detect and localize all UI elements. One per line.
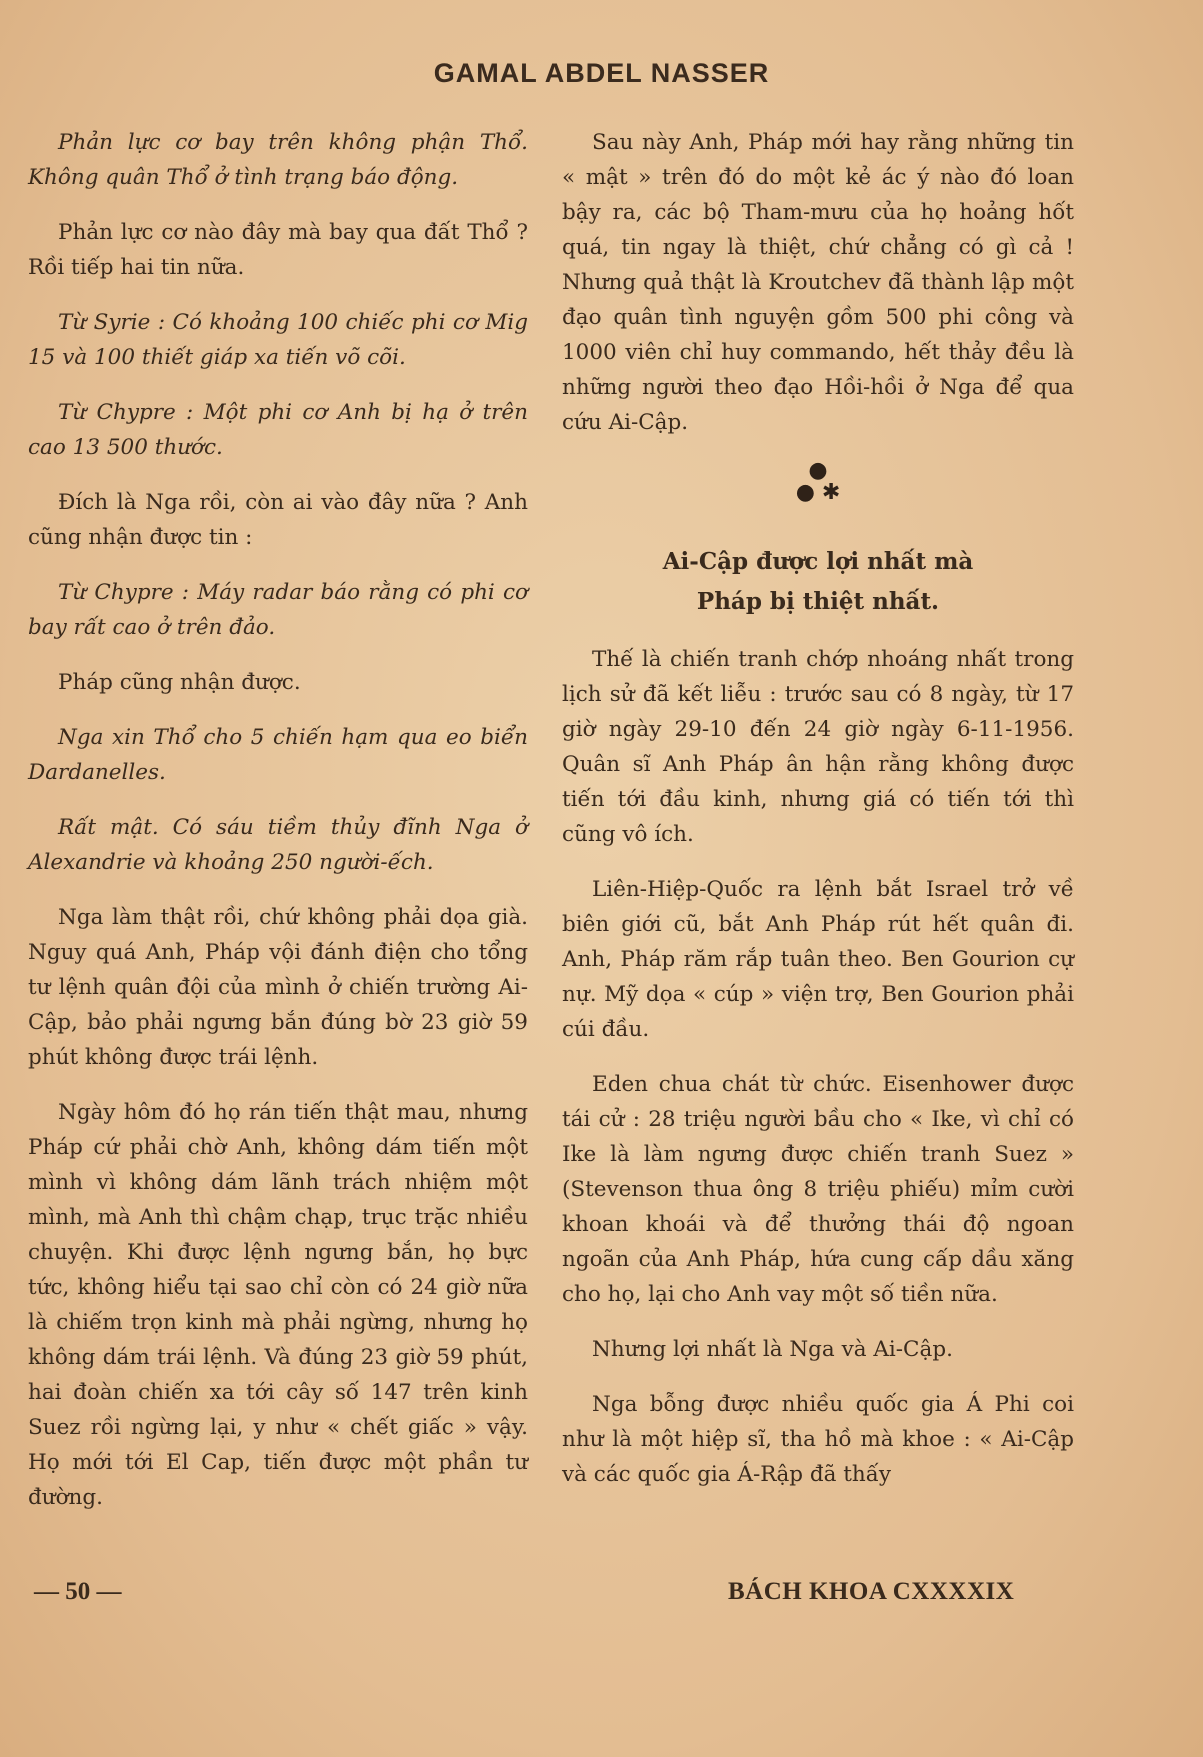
section-divider-asterism	[562, 460, 1074, 504]
paragraph: Phản lực cơ bay trên không phận Thổ. Không quân Thổ ở tình trạng báo động.	[28, 130, 528, 190]
paragraph: Thế là chiến tranh chớp nhoáng nhất trong lịch sử đã kết liễu : trước sau có 8 ngày, từ 17 giờ ngày 29-10 đến 24 giờ ngày 6-11-1956. Quân sĩ Anh Pháp ân hận rằng không được tiến tới đầu kinh, nhưng giá có tiến tới thì cũng vô ích.	[562, 647, 1074, 847]
paragraph: Nga xin Thổ cho 5 chiến hạm qua eo biển Dardanelles.	[28, 725, 528, 785]
paragraph: Đích là Nga rồi, còn ai vào đây nữa ? Anh cũng nhận được tin :	[28, 490, 528, 550]
page-number: — 50 —	[34, 1578, 122, 1605]
right-column	[562, 125, 1074, 1512]
paragraph: Nga làm thật rồi, chứ không phải dọa già. Nguy quá Anh, Pháp vội đánh điện cho tổng tư lệnh quân đội của mình ở chiến trường Ai-Cập, bảo phải ngưng bắn đúng bờ 23 giờ 59 phút không được trái lệnh.	[28, 905, 528, 1070]
paragraph: Pháp cũng nhận được.	[58, 670, 301, 695]
paragraph: Từ Chypre : Một phi cơ Anh bị hạ ở trên cao 13 500 thước.	[28, 400, 528, 460]
paragraph: Liên-Hiệp-Quốc ra lệnh bắt Israel trở về biên giới cũ, bắt Anh Pháp rút hết quân đi. Anh, Pháp răm rắp tuân theo. Ben Gourion cự nự. Mỹ dọa « cúp » viện trợ, Ben Gourion phải cúi đầu.	[562, 877, 1074, 1042]
asterism-top: ●	[808, 458, 828, 483]
section-heading	[562, 542, 1074, 622]
running-header: GAMAL ABDEL NASSER	[433, 58, 770, 88]
asterism-bottom: ● ✱	[795, 480, 841, 505]
paragraph: Sau này Anh, Pháp mới hay rằng những tin « mật » trên đó do một kẻ ác ý nào đó loan bậy ra, các bộ Tham-mưu của họ hoảng hốt quá, tin ngay là thiệt, chứ chẳng có gì cả ! Nhưng quả thật là Kroutchev đã thành lập một đạo quân tình nguyện gồm 500 phi công và 1000 viên chỉ huy commando, hết thảy đều là những người theo đạo Hồi-hồi ở Nga để qua cứu Ai-Cập.	[562, 130, 1074, 435]
section-heading-line2: Pháp bị thiệt nhất.	[696, 588, 940, 615]
left-column	[28, 125, 528, 1535]
section-heading-line1: Ai-Cập được lợi nhất mà	[662, 548, 974, 575]
publication-footer: BÁCH KHOA CXXXXIX	[728, 1578, 1015, 1605]
paragraph: Từ Syrie : Có khoảng 100 chiếc phi cơ Mig 15 và 100 thiết giáp xa tiến võ cõi.	[28, 310, 528, 370]
paragraph: Từ Chypre : Máy radar báo rằng có phi cơ bay rất cao ở trên đảo.	[28, 580, 528, 640]
paragraph: Phản lực cơ nào đây mà bay qua đất Thổ ? Rồi tiếp hai tin nữa.	[28, 220, 528, 280]
paragraph: Nhưng lợi nhất là Nga và Ai-Cập.	[592, 1337, 953, 1362]
paragraph: Ngày hôm đó họ rán tiến thật mau, nhưng Pháp cứ phải chờ Anh, không dám tiến một mình vì không dám lãnh trách nhiệm một mình, mà Anh thì chậm chạp, trục trặc nhiều chuyện. Khi được lệnh ngưng bắn, họ bực tức, không hiểu tại sao chỉ còn có 24 giờ nữa là chiếm trọn kinh mà phải ngừng, nhưng họ không dám trái lệnh. Và đúng 23 giờ 59 phút, hai đoàn chiến xa tới cây số 147 trên kinh Suez rồi ngừng lại, y như « chết giấc » vậy. Họ mới tới El Cap, tiến được một phần tư đường.	[28, 1100, 528, 1510]
paragraph: Eden chua chát từ chức. Eisenhower được tái cử : 28 triệu người bầu cho « Ike, vì chỉ có Ike là làm ngưng được chiến tranh Suez » (Stevenson thua ông 8 triệu phiếu) mỉm cười khoan khoái và để thưởng thái độ ngoan ngoãn của Anh Pháp, hứa cung cấp dầu xăng cho họ, lại cho Anh vay một số tiền nữa.	[562, 1072, 1074, 1307]
paragraph: Rất mật. Có sáu tiềm thủy đĩnh Nga ở Alexandrie và khoảng 250 người-ếch.	[28, 815, 528, 875]
paragraph: Nga bỗng được nhiều quốc gia Á Phi coi như là một hiệp sĩ, tha hồ mà khoe : « Ai-Cập và các quốc gia Á-Rập đã thấy	[562, 1392, 1074, 1487]
